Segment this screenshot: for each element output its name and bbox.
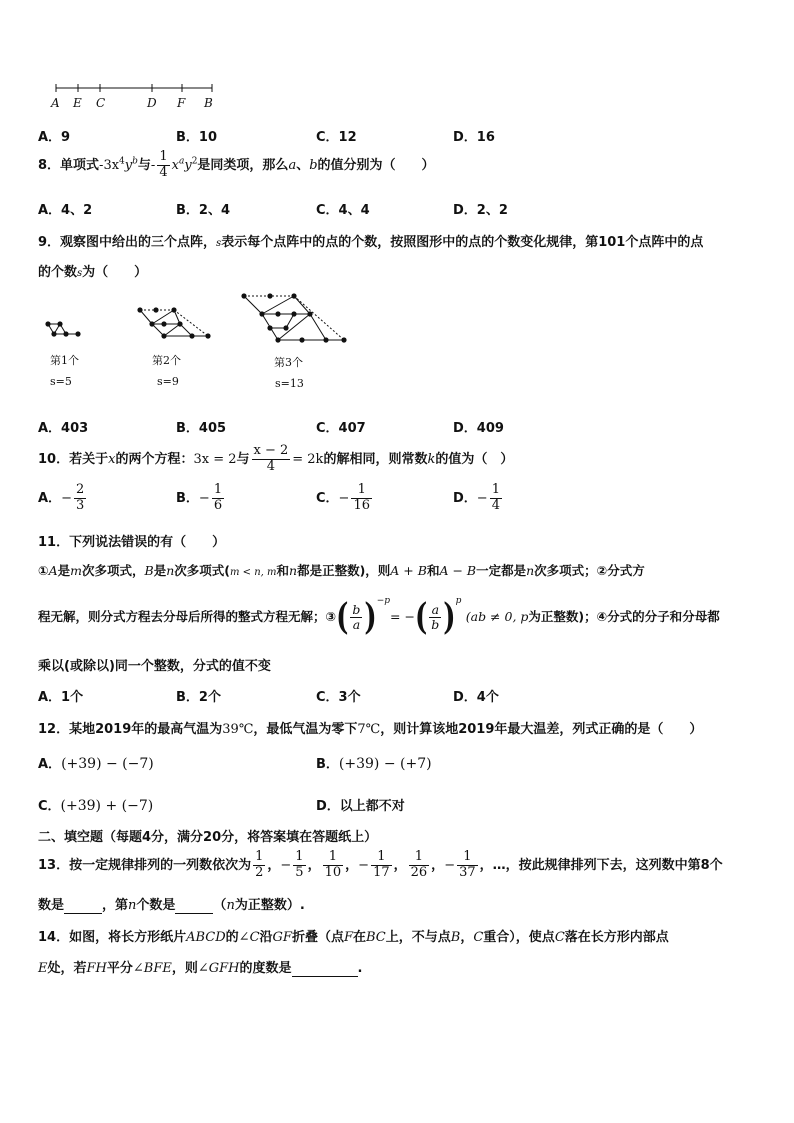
- q7-option-a[interactable]: A．9: [38, 130, 71, 145]
- q14-stem-line2: E处，若FH平分∠BFE，则∠GFH的度数是 .: [38, 961, 363, 976]
- figure-3-caption: 第3个: [274, 356, 303, 369]
- q9-option-c[interactable]: C．407: [316, 421, 366, 436]
- q11-option-c[interactable]: C．3个: [316, 690, 361, 705]
- q12-stem: 12．某地2019年的最高气温为39℃，最低气温为零下7℃，则计算该地2019年最大温差，列式正确的是（ ）: [38, 722, 703, 737]
- q9-stem-line1: 9．观察图中给出的三个点阵，s表示每个点阵中的点的个数，按照图形中的点的个数变化规律，第101个点阵中的点: [38, 235, 704, 250]
- q11-option-b[interactable]: B．2个: [176, 690, 221, 705]
- q11-title: 11．下列说法错误的有（ ）: [38, 535, 226, 550]
- q9-option-b[interactable]: B．405: [176, 421, 227, 436]
- point-label-b: B: [204, 96, 213, 110]
- q9-option-a[interactable]: A．403: [38, 421, 89, 436]
- figure-2-caption: 第2个: [152, 354, 181, 367]
- q11-statement-line2: 程无解，则分式方程去分母后所得的整式方程无解；③( $\frac{b}{a}$ )$^{-p}$= −( $\frac{a}{b}$ )$^p$ (ab ≠ 0, p为正整数)；④分式的分子和分母都: [38, 596, 720, 639]
- q13-blank-1[interactable]: [64, 898, 102, 914]
- figure-1-count: s=5: [50, 375, 72, 388]
- point-label-e: E: [73, 96, 82, 110]
- q11-option-a[interactable]: A．1个: [38, 690, 84, 705]
- q10-stem: 10．若关于x的两个方程：3x = 2与 $\frac{x - 2}{4}$ = 2k的解相同，则常数k的值为（ ）: [38, 443, 514, 474]
- q12-option-b[interactable]: B．(+39) − (+7): [316, 756, 432, 772]
- q12-option-c[interactable]: C．(+39) + (−7): [38, 798, 154, 814]
- q12-option-d[interactable]: D．以上都不对: [316, 799, 405, 814]
- section-title: 二、填空题（每题4分，满分20分，将答案填在答题纸上）: [38, 830, 378, 845]
- q8-option-d[interactable]: D．2、2: [453, 203, 508, 218]
- dot-lattice-figure-3: [240, 290, 348, 344]
- q11-option-d[interactable]: D．4个: [453, 690, 499, 705]
- point-label-d: D: [147, 96, 157, 110]
- point-label-f: F: [177, 96, 186, 110]
- q9-stem-line2: 的个数s为（ ）: [38, 265, 148, 280]
- q7-option-c[interactable]: C．12: [316, 130, 357, 145]
- dot-lattice-figure-2: [136, 304, 212, 342]
- dot-lattice-figure-1: [44, 316, 84, 342]
- q13-stem-line1: 13．按一定规律排列的一列数依次为 $\frac{1}{2}$ ，− $\frac{1}{5}$ ， $\frac{1}{10}$ ，− $\frac{1}{17}$ ， $\frac{1}{26}$ ，− $\frac{1}{37}$ ，…，按此规律排列下去，这列数中第8个: [38, 849, 723, 880]
- q14-blank[interactable]: [292, 961, 358, 977]
- figure-3-count: s=13: [275, 377, 304, 390]
- q10-option-a[interactable]: A．− $\frac{2}{3}$: [38, 482, 85, 513]
- q11-statement-line3: 乘以(或除以)同一个整数，分式的值不变: [38, 659, 271, 674]
- q8-option-c[interactable]: C．4、4: [316, 203, 370, 218]
- q11-statement-line1: ①A是m次多项式，B是n次多项式(m < n, m和n都是正整数)，则A + B和A − B一定都是n次多项式；②分式方: [38, 563, 645, 578]
- point-label-a: A: [51, 96, 60, 110]
- q13-stem-line2: 数是 ，第n个数是 （n为正整数）.: [38, 898, 305, 913]
- q14-stem-line1: 14．如图，将长方形纸片ABCD的∠C沿GF折叠（点F在BC上，不与点B，C重合），使点C落在长方形内部点: [38, 930, 669, 945]
- q8-option-b[interactable]: B．2、4: [176, 203, 230, 218]
- q9-option-d[interactable]: D．409: [453, 421, 504, 436]
- q8-stem: 8．单项式$-3x^4y^b$与- $\frac{1}{4}$ $x^ay^2$是同类项，那么a、b的值分别为（ ）: [38, 149, 435, 180]
- q10-option-c[interactable]: C．− $\frac{1}{16}$: [316, 482, 370, 513]
- q10-option-d[interactable]: D．− $\frac{1}{4}$: [453, 482, 500, 513]
- q10-option-b[interactable]: B．− $\frac{1}{6}$: [176, 482, 223, 513]
- figure-1-caption: 第1个: [50, 354, 79, 367]
- q12-option-a[interactable]: A．(+39) − (−7): [38, 756, 154, 772]
- q13-blank-2[interactable]: [175, 898, 213, 914]
- q8-option-a[interactable]: A．4、2: [38, 203, 93, 218]
- q7-option-b[interactable]: B．10: [176, 130, 217, 145]
- point-label-c: C: [96, 96, 106, 110]
- figure-2-count: s=9: [157, 375, 179, 388]
- q7-option-d[interactable]: D．16: [453, 130, 495, 145]
